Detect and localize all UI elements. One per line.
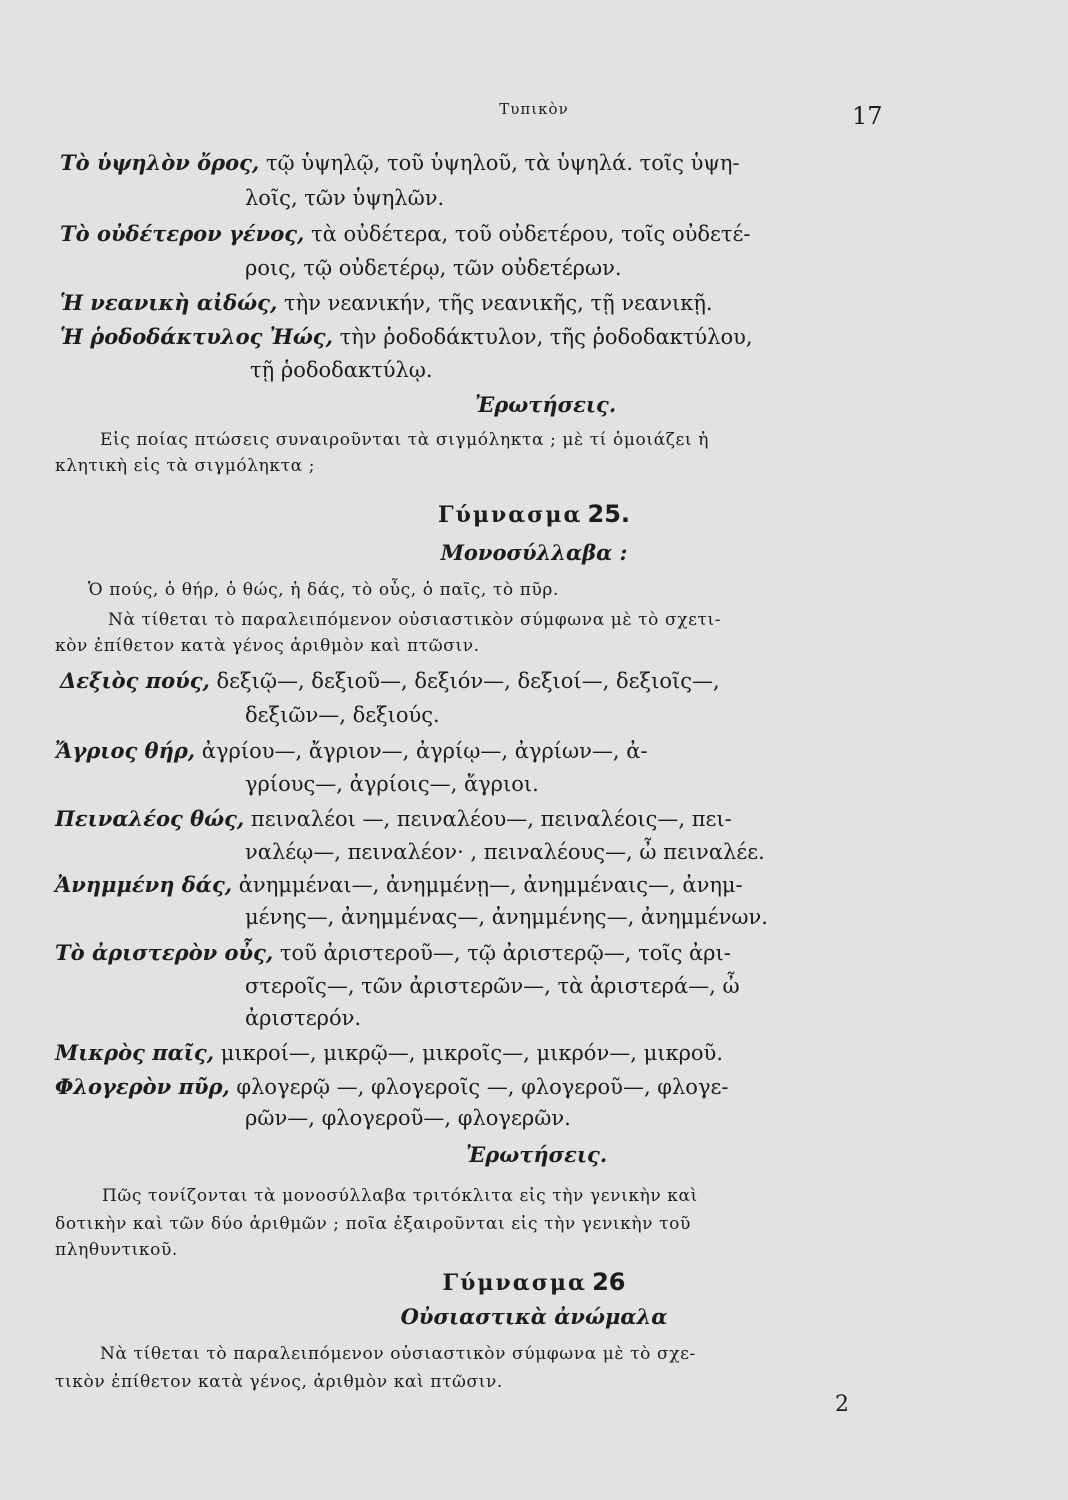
- text-line: ροις, τῷ οὐδετέρῳ, τῶν οὐδετέρων.: [245, 256, 622, 280]
- line-text: δεξιῷ—, δεξιοῦ—, δεξιόν—, δεξιοί—, δεξιοῖς—,: [216, 669, 720, 693]
- exercise-title: [0, 1268, 1068, 1296]
- question-line: κλητικὴ εἰς τὰ σιγμόληκτα ;: [55, 456, 316, 476]
- line-lead: Φλογερὸν πῦρ,: [55, 1074, 230, 1099]
- questions-heading: Ἐρωτήσεις.: [475, 392, 617, 417]
- page-number: 17: [852, 102, 883, 130]
- line-lead: Πειναλέος θώς,: [55, 806, 245, 831]
- line-lead: Ἡ νεανικὴ αἰδώς,: [60, 290, 278, 315]
- signature-mark: 2: [835, 1392, 849, 1417]
- exercise-line: [55, 940, 731, 965]
- question-line: δοτικὴν καὶ τῶν δύο ἀριθμῶν ; ποῖα ἐξαιροῦνται εἰς τὴν γενικὴν τοῦ: [55, 1214, 691, 1234]
- line-text: τὴν ῥοδοδάκτυλον, τῆς ῥοδοδακτύλου,: [339, 325, 753, 349]
- running-header: Τυπικὸν: [499, 100, 569, 118]
- exercise-line: γρίους—, ἀγρίοις—, ἄγριοι.: [245, 772, 539, 796]
- exercise-title: [0, 500, 1068, 528]
- exercise-line: [55, 738, 648, 763]
- line-lead: Τὸ ὑψηλὸν ὄρος,: [60, 150, 260, 175]
- exercise-line: ἀριστερόν.: [245, 1006, 362, 1030]
- text-line: τῇ ῥοδοδακτύλῳ.: [250, 358, 433, 382]
- line-text: τῷ ὑψηλῷ, τοῦ ὑψηλοῦ, τὰ ὑψηλά. τοῖς ὑψη-: [265, 151, 740, 175]
- exercise-line: [55, 806, 732, 831]
- exercise-line: ναλέῳ—, πειναλέον· , πειναλέους—, ὦ πειναλέε.: [245, 840, 765, 864]
- exercise-line: ρῶν—, φλογεροῦ—, φλογερῶν.: [245, 1106, 571, 1130]
- line-lead: Ἀνημμένη δάς,: [55, 872, 233, 897]
- instruction-line: κὸν ἐπίθετον κατὰ γένος ἀριθμὸν καὶ πτῶσιν.: [55, 636, 480, 656]
- text-line: [60, 221, 751, 246]
- questions-heading: Ἐρωτήσεις.: [466, 1142, 608, 1167]
- instruction-line: Νὰ τίθεται τὸ παραλειπόμενον οὐσιαστικὸν σύμφωνα μὲ τὸ σχετι-: [108, 610, 722, 630]
- text-line: λοῖς, τῶν ὑψηλῶν.: [245, 186, 445, 210]
- line-lead: Ἡ ῥοδοδάκτυλος Ἠώς,: [60, 324, 333, 349]
- exercise-label: Γύμνασμα: [437, 502, 583, 528]
- exercise-line: δεξιῶν—, δεξιούς.: [245, 703, 440, 727]
- exercise-number: 25.: [587, 500, 631, 528]
- text-line: [60, 290, 713, 315]
- exercise-line: στεροῖς—, τῶν ἀριστερῶν—, τὰ ἀριστερά—, ὦ: [245, 974, 740, 998]
- line-lead: Τὸ ἀριστερὸν οὖς,: [55, 940, 274, 965]
- line-text: φλογερῷ —, φλογεροῖς —, φλογεροῦ—, φλογε-: [236, 1075, 729, 1099]
- line-text: τὰ οὐδέτερα, τοῦ οὐδετέρου, τοῖς οὐδετέ-: [311, 222, 751, 246]
- line-text: τὴν νεανικήν, τῆς νεανικῆς, τῇ νεανικῇ.: [283, 291, 713, 315]
- exercise-line: [55, 1074, 728, 1099]
- question-line: πληθυντικοῦ.: [55, 1240, 178, 1260]
- question-line: Εἰς ποίας πτώσεις συναιροῦνται τὰ σιγμόληκτα ; μὲ τί ὁμοιάζει ἡ: [100, 430, 709, 450]
- line-lead: Ἄγριος θήρ,: [55, 738, 196, 763]
- exercise-subtitle: Οὐσιαστικὰ ἀνώμαλα: [400, 1304, 668, 1329]
- line-text: ἀγρίου—, ἄγριον—, ἀγρίῳ—, ἀγρίων—, ἀ-: [201, 739, 648, 763]
- instruction-line: τικὸν ἐπίθετον κατὰ γένος, ἀριθμὸν καὶ πτῶσιν.: [55, 1372, 503, 1392]
- line-lead: Μικρὸς παῖς,: [55, 1040, 215, 1065]
- question-line: Πῶς τονίζονται τὰ μονοσύλλαβα τριτόκλιτα εἰς τὴν γενικὴν καὶ: [102, 1186, 698, 1206]
- line-text: τοῦ ἀριστεροῦ—, τῷ ἀριστερῷ—, τοῖς ἀρι-: [279, 941, 731, 965]
- exercise-line: μένης—, ἀνημμένας—, ἀνημμένης—, ἀνημμένων.: [245, 905, 768, 929]
- line-text: μικροί—, μικρῷ—, μικροῖς—, μικρόν—, μικροῦ.: [220, 1041, 724, 1065]
- line-lead: Τὸ οὐδέτερον γένος,: [60, 221, 305, 246]
- line-lead: Δεξιὸς πούς,: [60, 668, 210, 693]
- exercise-line: [55, 1040, 723, 1065]
- exercise-subtitle: Μονοσύλλαβα :: [440, 540, 628, 565]
- word-list: Ὁ πούς, ὁ θήρ, ὁ θώς, ἡ δάς, τὸ οὖς, ὁ παῖς, τὸ πῦρ.: [88, 580, 560, 600]
- text-line: [60, 324, 753, 349]
- line-text: πειναλέοι —, πειναλέου—, πειναλέοις—, πει-: [250, 807, 732, 831]
- text-line: [60, 150, 740, 175]
- exercise-label: Γύμνασμα: [442, 1270, 587, 1296]
- line-text: ἀνημμέναι—, ἀνημμένῃ—, ἀνημμέναις—, ἀνημ-: [238, 873, 743, 897]
- instruction-line: Νὰ τίθεται τὸ παραλειπόμενον οὐσιαστικὸν σύμφωνα μὲ τὸ σχε-: [100, 1344, 696, 1364]
- exercise-number: 26: [592, 1268, 626, 1296]
- exercise-line: [60, 668, 720, 693]
- exercise-line: [55, 872, 743, 897]
